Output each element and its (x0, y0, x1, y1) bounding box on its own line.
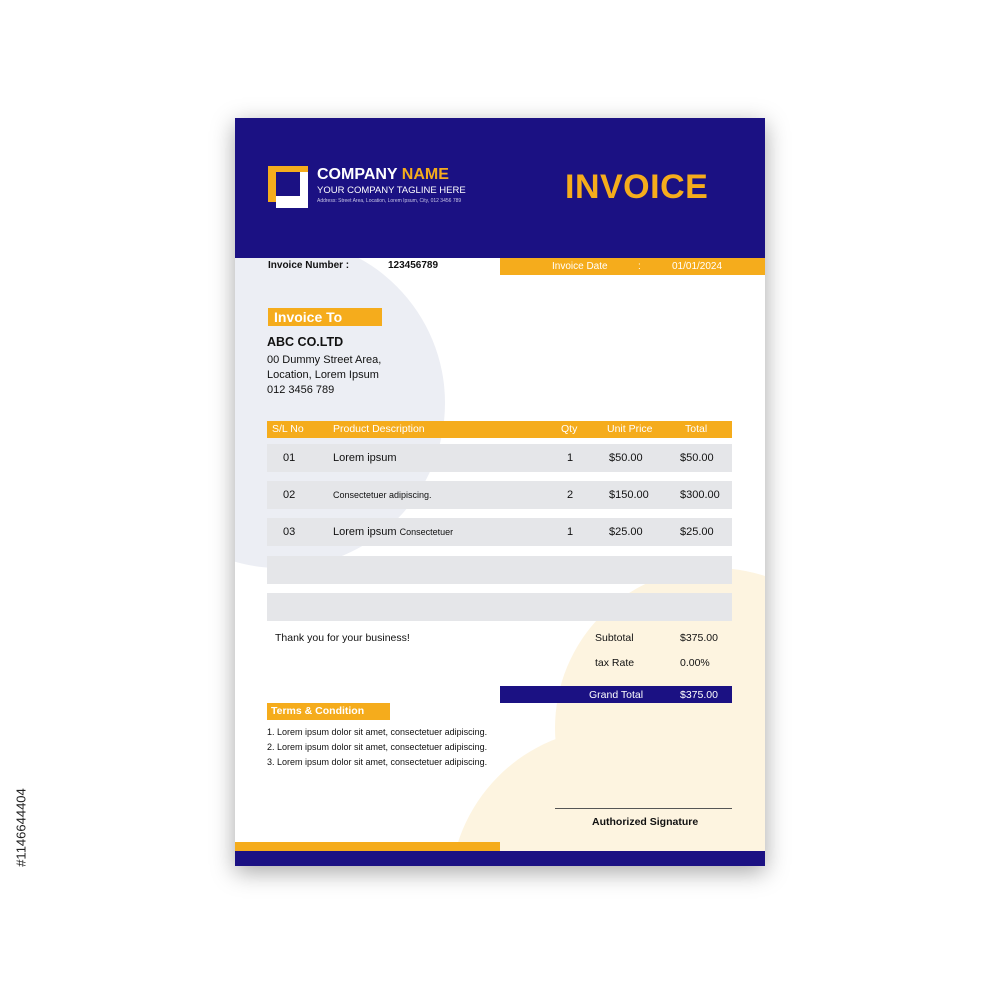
client-address-line: Location, Lorem Ipsum (267, 369, 379, 381)
tax-rate-label: tax Rate (595, 657, 635, 669)
company-name (317, 166, 449, 184)
invoice-number-value: 123456789 (388, 260, 439, 271)
thank-you-note: Thank you for your business! (275, 632, 410, 644)
subtotal-label: Subtotal (595, 632, 634, 644)
column-header: S/L No (272, 423, 304, 435)
column-header: Unit Price (607, 423, 653, 435)
grand-total-bar (500, 686, 732, 703)
table-row-empty (267, 593, 732, 621)
terms-item: 2. Lorem ipsum dolor sit amet, consectetuer adipiscing. (267, 742, 488, 752)
row-unit-price: $25.00 (609, 526, 643, 538)
grand-total-value: $375.00 (680, 689, 718, 701)
invoice-date-label: Invoice Date (552, 261, 608, 272)
row-qty: 1 (567, 452, 574, 464)
subtotal-value: $375.00 (680, 632, 718, 644)
company-address: Address: Street Area, Location, Lorem Ipsum, City, 012 3456 789 (317, 198, 462, 204)
client-phone: 012 3456 789 (267, 384, 335, 396)
invoice-date-separator: : (638, 261, 641, 272)
company-logo-icon (268, 166, 308, 208)
signature-label: Authorized Signature (592, 816, 699, 828)
invoice-page (235, 118, 765, 866)
invoice-to-heading: Invoice To (268, 308, 382, 326)
table-row (267, 518, 732, 546)
invoice-date-value: 01/01/2024 (672, 261, 723, 272)
row-total: $25.00 (680, 526, 714, 538)
row-qty: 2 (567, 489, 574, 501)
row-unit-price: $150.00 (609, 489, 649, 501)
table-row (267, 481, 732, 509)
invoice-title: INVOICE (565, 168, 709, 206)
footer-accent-bar (235, 842, 500, 851)
row-description: Lorem ipsum (333, 452, 397, 464)
tax-rate-value: 0.00% (680, 657, 710, 669)
terms-item: 3. Lorem ipsum dolor sit amet, consectetuer adipiscing. (267, 757, 488, 767)
row-sl: 01 (283, 452, 296, 464)
company-name-part1: COMPANY (317, 166, 398, 183)
items-table-header (267, 421, 732, 438)
row-sl: 03 (283, 526, 296, 538)
invoice-date-bar (500, 258, 765, 275)
invoice-number-label: Invoice Number : (268, 260, 350, 271)
row-description: Consectetuer adipiscing. (333, 490, 432, 500)
column-header: Product Description (333, 423, 425, 435)
terms-heading: Terms & Condition (267, 703, 390, 720)
client-address-line: 00 Dummy Street Area, (267, 354, 382, 366)
footer-bar (235, 851, 765, 866)
row-unit-price: $50.00 (609, 452, 643, 464)
column-header: Qty (561, 423, 578, 435)
grand-total-label: Grand Total (589, 689, 644, 701)
signature-line (555, 808, 732, 809)
row-total: $50.00 (680, 452, 714, 464)
terms-item: 1. Lorem ipsum dolor sit amet, consectetuer adipiscing. (267, 727, 488, 737)
row-total: $300.00 (680, 489, 720, 501)
column-header: Total (685, 423, 708, 435)
row-qty: 1 (567, 526, 574, 538)
header-banner (235, 118, 765, 258)
client-name: ABC CO.LTD (267, 335, 344, 349)
company-name-part2: NAME (401, 166, 449, 183)
row-sl: 02 (283, 489, 296, 501)
table-row (267, 444, 732, 472)
company-tagline: YOUR COMPANY TAGLINE HERE (317, 185, 466, 196)
table-row-empty (267, 556, 732, 584)
stock-image-id-text: #1146644404 (13, 788, 29, 867)
row-description: Lorem ipsum Consectetuer (333, 526, 454, 538)
stock-image-id (14, 752, 28, 902)
